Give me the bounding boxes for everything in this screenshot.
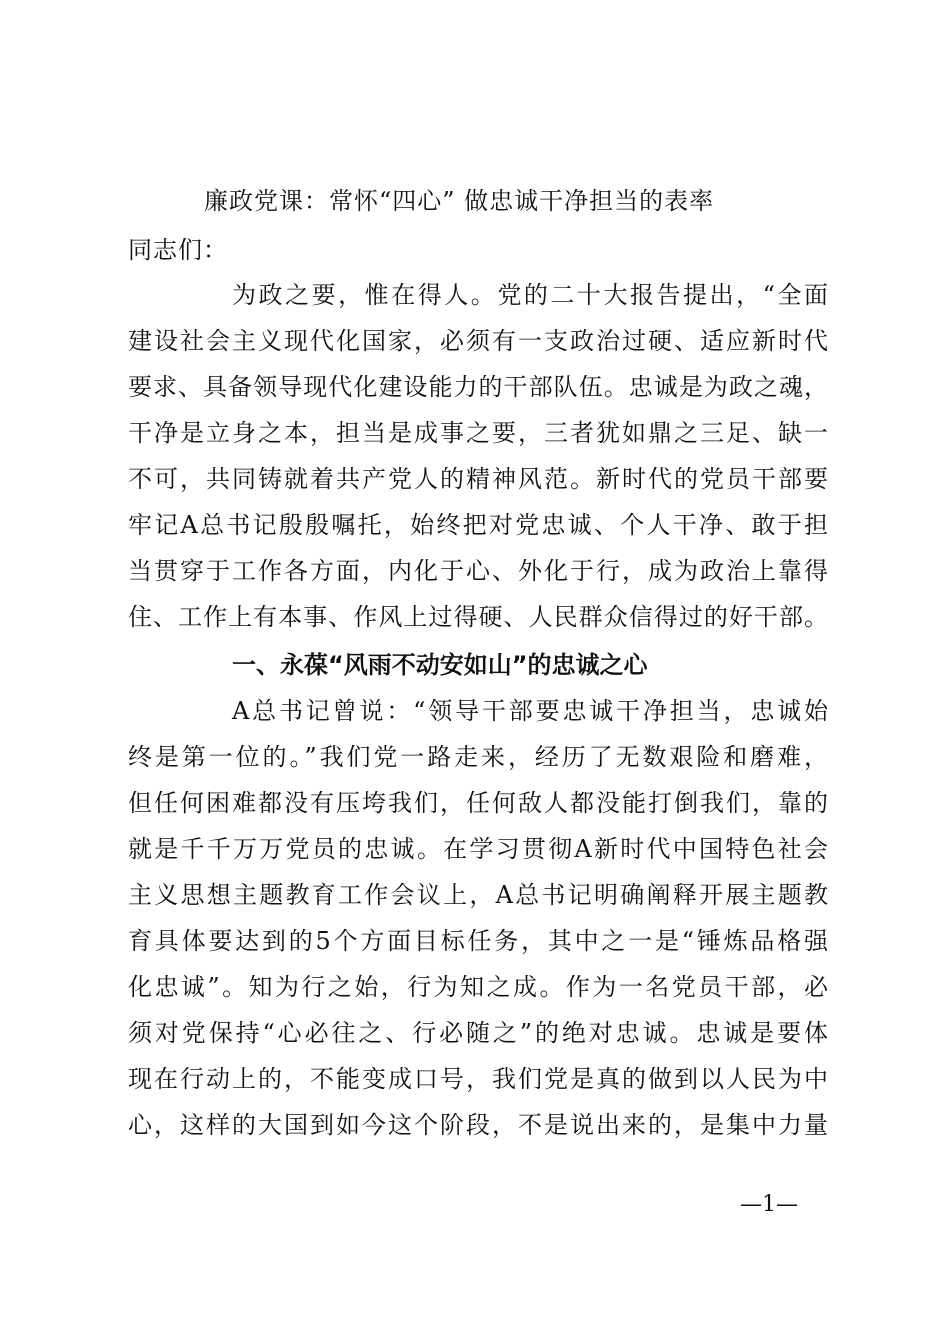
paragraph-1-line: 牢记A总书记殷殷嘱托，始终把对党忠诚、个人干净、敢于担	[128, 511, 828, 539]
paragraph-2-line: 终是第一位的。”我们党一路走来，经历了无数艰险和磨难，	[128, 743, 828, 771]
paragraph-2-line: 心，这样的大国到如今这个阶段，不是说出来的，是集中力量	[128, 1111, 828, 1139]
salutation: 同志们：	[128, 236, 228, 264]
page-number: —1—	[740, 1192, 798, 1217]
paragraph-1-line: 不可，共同铸就着共产党人的精神风范。新时代的党员干部要	[128, 465, 828, 493]
paragraph-1-line: 干净是立身之本，担当是成事之要，三者犹如鼎之三足、缺一	[128, 419, 828, 447]
section-1-heading: 一、永葆“风雨不动安如山”的忠诚之心	[232, 651, 648, 679]
paragraph-1-line: 当贯穿于工作各方面，内化于心、外化于行，成为政治上靠得	[128, 557, 828, 585]
document-title: 廉政党课：常怀“四心” 做忠诚干净担当的表率	[204, 187, 715, 215]
paragraph-2-line: 主义思想主题教育工作会议上，A总书记明确阐释开展主题教	[128, 881, 828, 909]
paragraph-2-line: 就是千千万万党员的忠诚。在学习贯彻A新时代中国特色社会	[128, 835, 828, 863]
paragraph-2-line: 化忠诚”。知为行之始，行为知之成。作为一名党员干部，必	[128, 973, 828, 1001]
paragraph-1-line: 要求、具备领导现代化建设能力的干部队伍。忠诚是为政之魂，	[128, 373, 828, 401]
paragraph-2-line: A总书记曾说：“领导干部要忠诚干净担当，忠诚始	[232, 697, 828, 725]
paragraph-1-line: 住、工作上有本事、作风上过得硬、人民群众信得过的好干部。	[128, 603, 828, 631]
paragraph-1-line: 为政之要，惟在得人。党的二十大报告提出，“全面	[232, 281, 828, 309]
paragraph-2-line: 但任何困难都没有压垮我们，任何敌人都没能打倒我们，靠的	[128, 789, 828, 817]
paragraph-2-line: 现在行动上的，不能变成口号，我们党是真的做到以人民为中	[128, 1065, 828, 1093]
paragraph-2-line: 育具体要达到的5个方面目标任务，其中之一是“锤炼品格强	[128, 927, 828, 955]
paragraph-1-line: 建设社会主义现代化国家，必须有一支政治过硬、适应新时代	[128, 327, 828, 355]
paragraph-2-line: 须对党保持“心必往之、行必随之”的绝对忠诚。忠诚是要体	[128, 1019, 828, 1047]
